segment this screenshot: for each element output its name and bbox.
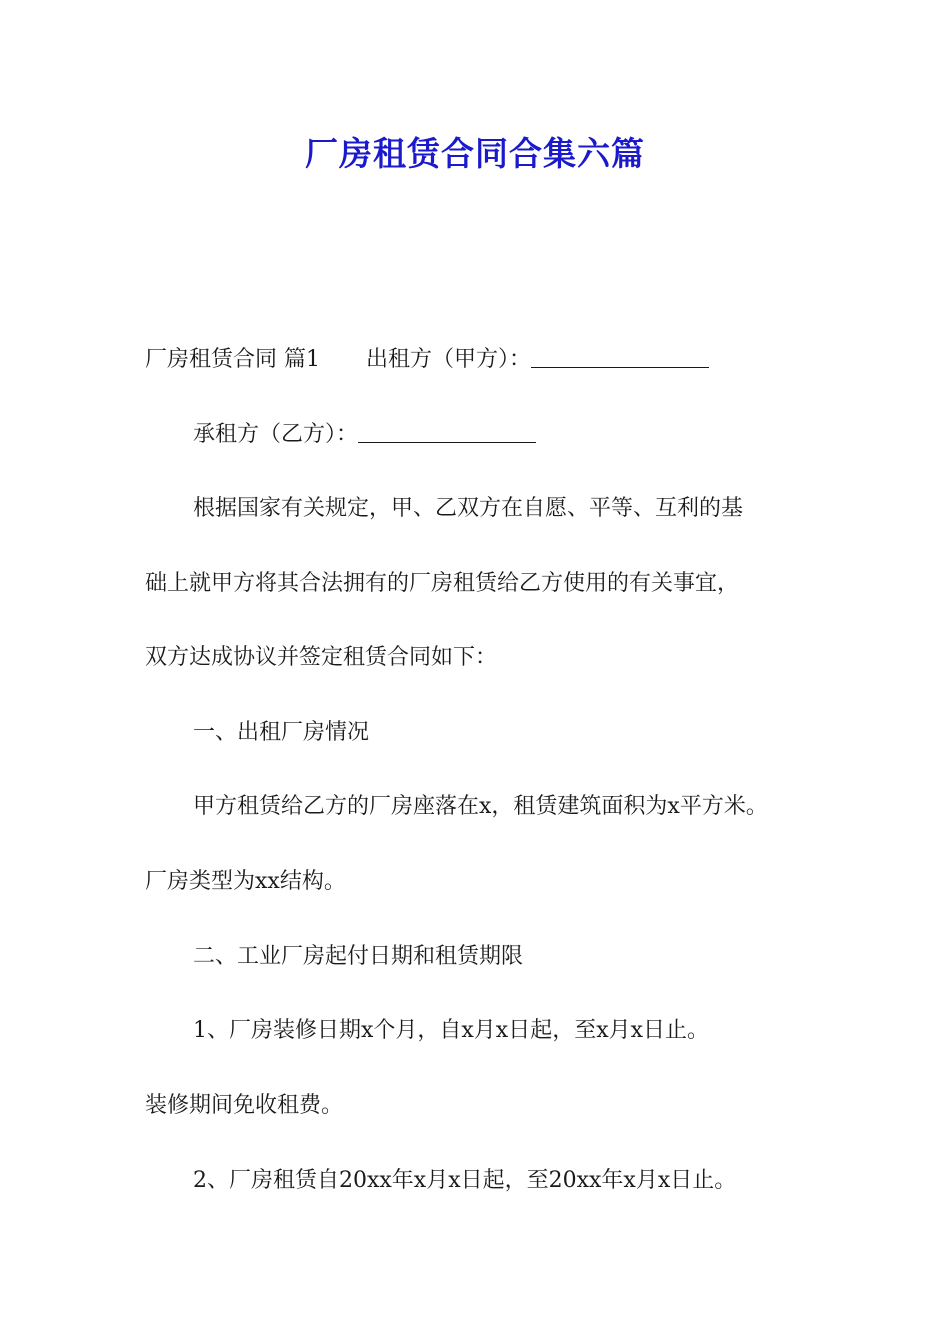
paragraph-line: 甲方租赁给乙方的厂房座落在x，租赁建筑面积为x平方米。: [193, 794, 768, 819]
paragraph-line: 双方达成协议并签定租赁合同如下：: [145, 645, 498, 670]
paragraph-line: 厂房类型为xx结构。: [145, 869, 346, 894]
document-title: 厂房租赁合同合集六篇: [305, 134, 645, 173]
paragraph-line: 础上就甲方将其合法拥有的厂房租赁给乙方使用的有关事宜，: [145, 571, 740, 596]
contract-first-line: [145, 345, 709, 375]
lessee-blank: [358, 420, 536, 443]
paragraph-line: 根据国家有关规定，甲、乙双方在自愿、平等、互利的基: [193, 496, 744, 521]
lessor-label: 出租方（甲方）：: [366, 347, 532, 372]
paragraph-line: 2、厂房租赁自20xx年x月x日起，至20xx年x月x日止。: [193, 1168, 737, 1193]
lessor-blank: [531, 345, 709, 368]
paragraph-line: 装修期间免收租费。: [145, 1093, 344, 1118]
paragraph-line: 1、厂房装修日期x个月，自x月x日起，至x月x日止。: [193, 1018, 710, 1043]
section-heading: 二、工业厂房起付日期和租赁期限: [193, 944, 524, 969]
lessee-line: [193, 420, 536, 450]
contract-heading: 厂房租赁合同 篇1: [145, 347, 320, 372]
section-heading: 一、出租厂房情况: [193, 720, 370, 745]
lessee-label: 承租方（乙方）：: [193, 422, 359, 447]
